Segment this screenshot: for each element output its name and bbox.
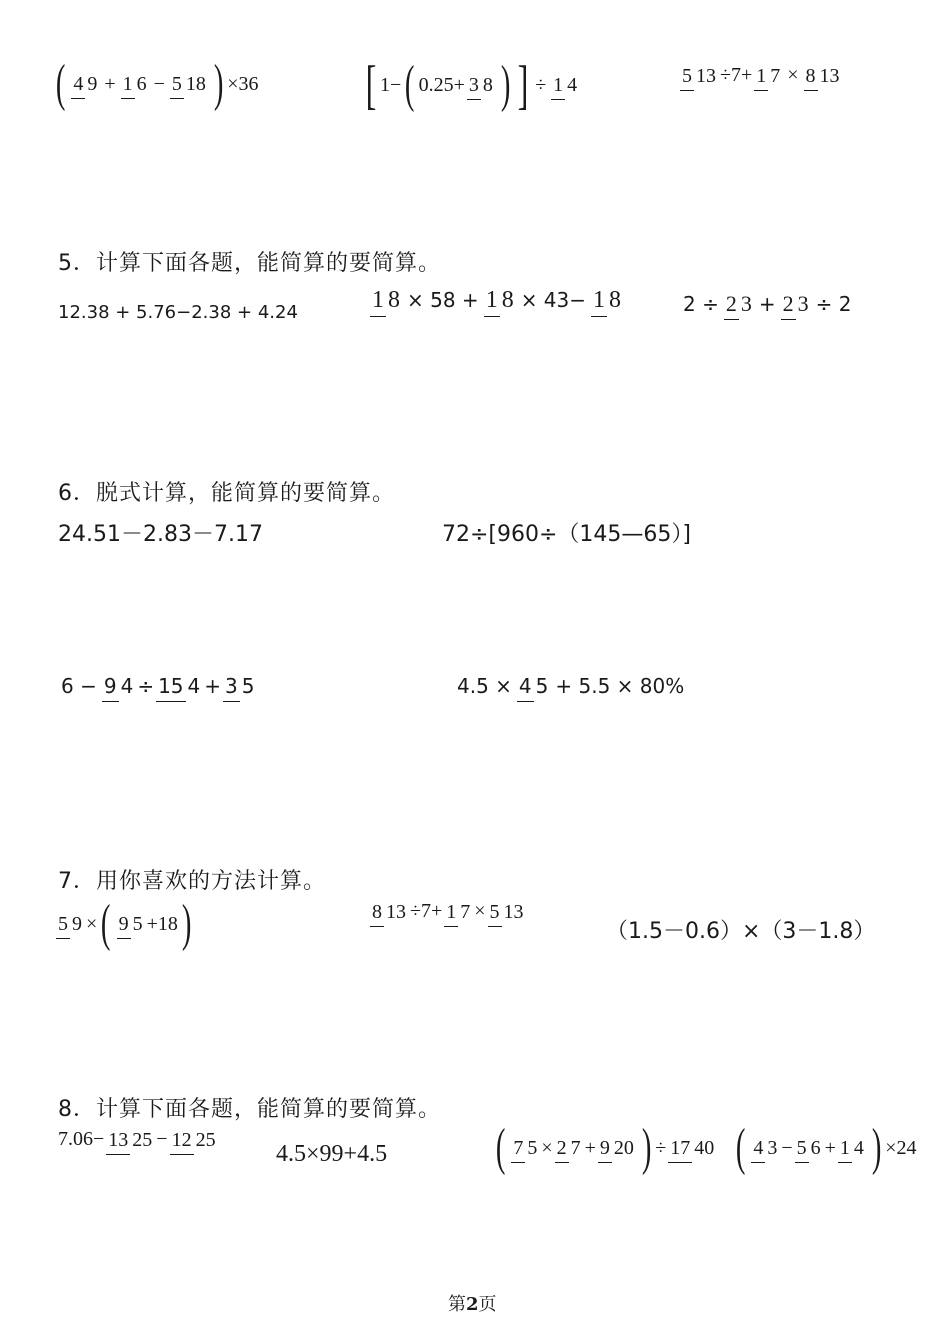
- expression-5-1: 12.38 + 5.76−2.38 + 4.24: [58, 302, 298, 323]
- expression-6-4: 4.5 × 4 5 + 5.5 × 80%: [454, 674, 687, 698]
- fraction: 4 5: [517, 676, 550, 696]
- fraction: 8 13: [804, 66, 842, 86]
- expression-7-1: 5 9 × ( 9 5 +18 ): [58, 895, 192, 952]
- fraction: 5 6: [795, 1138, 823, 1158]
- fraction: 1 8: [370, 288, 402, 312]
- fraction: 1 8: [591, 288, 623, 312]
- question-6-title: 6．脱式计算，能简算的要简算。: [58, 481, 395, 506]
- fraction: 9 4: [102, 676, 135, 696]
- expr-text: 1−: [379, 73, 402, 96]
- page-prefix: 第: [448, 1294, 466, 1315]
- expression-r1-3: 5 13 ÷7+ 1 7 × 8 13: [678, 64, 844, 87]
- left-paren: (: [495, 1119, 506, 1176]
- question-5-title: 5．计算下面各题，能简算的要简算。: [58, 251, 441, 276]
- left-paren: (: [101, 895, 111, 952]
- fraction: 1 7: [754, 66, 782, 86]
- expression-5-2: 1 8 × 58 + 1 8 × 43− 1 8: [368, 288, 625, 312]
- fraction: 12 25: [170, 1130, 218, 1150]
- right-paren: ): [871, 1119, 882, 1176]
- fraction: 5 9: [56, 914, 84, 934]
- expr-text: ÷7+: [720, 64, 753, 86]
- fraction: 9 20: [598, 1138, 636, 1158]
- expression-r1-1: ( 4 9 + 1 6 − 5 18 ) ×36: [55, 55, 259, 112]
- page-number-value: 2: [466, 1294, 479, 1315]
- right-paren: ): [500, 56, 511, 113]
- fraction: 1 4: [551, 75, 579, 95]
- right-paren: ): [213, 55, 224, 112]
- fraction: 5 18: [170, 74, 208, 94]
- fraction: 9 5: [117, 914, 145, 934]
- expression-7-2: 8 13 ÷7+ 1 7 × 5 13: [368, 900, 528, 923]
- expr-tail: ×36: [227, 72, 259, 95]
- fraction: 1 4: [838, 1138, 866, 1158]
- left-bracket: [: [365, 55, 377, 115]
- expression-7-3: （1.5－0.6）×（3－1.8）: [606, 919, 876, 944]
- fraction: 1 6: [121, 74, 149, 94]
- expression-6-2: 72÷[960÷（145—65）]: [442, 522, 692, 547]
- fraction: 2 3: [781, 293, 811, 315]
- expression-8-1: 7.06− 13 25 − 12 25: [58, 1128, 220, 1151]
- fraction: 3 5: [223, 676, 256, 696]
- page-number: [448, 1290, 497, 1316]
- left-paren: (: [735, 1119, 746, 1176]
- expression-8-3: ( 7 5 × 2 7 + 9 20 ) ÷ 17 40: [495, 1119, 715, 1176]
- right-bracket: ]: [517, 55, 529, 115]
- fraction: 3 8: [467, 75, 495, 95]
- fraction: 7 5: [511, 1138, 539, 1158]
- question-7-title: 7．用你喜欢的方法计算。: [58, 869, 326, 894]
- fraction: 13 25: [106, 1130, 154, 1150]
- fraction: 1 7: [444, 902, 472, 922]
- expression-8-4: ( 4 3 − 5 6 + 1 4 ) ×24: [735, 1119, 917, 1176]
- fraction: 5 13: [680, 66, 718, 86]
- expr-text: 0.25+: [418, 73, 465, 96]
- fraction: 1 8: [484, 288, 516, 312]
- fraction: 5 13: [488, 902, 526, 922]
- right-paren: ): [641, 1119, 652, 1176]
- expression-5-3: 2 ÷ 2 3 + 2 3 ÷ 2: [680, 292, 854, 316]
- fraction: 4 3: [751, 1138, 779, 1158]
- fraction: 8 13: [370, 902, 408, 922]
- fraction: 2 7: [555, 1138, 583, 1158]
- left-paren: (: [405, 56, 415, 113]
- expression-6-3: 6 − 9 4 ÷ 15 4 + 3 5: [58, 674, 259, 698]
- question-8-title: 8．计算下面各题，能简算的要简算。: [58, 1097, 441, 1122]
- fraction: 4 9: [71, 74, 99, 94]
- fraction: 2 3: [724, 293, 754, 315]
- right-paren: ): [181, 895, 192, 952]
- page-suffix: 页: [478, 1294, 497, 1315]
- fraction: 15 4: [156, 676, 202, 696]
- expression-r1-2: [ 1− ( 0.25+ 3 8 ) ] ÷ 1 4: [365, 55, 578, 115]
- left-paren: (: [55, 55, 66, 112]
- expression-8-2: 4.5×99+4.5: [276, 1141, 388, 1167]
- fraction: 17 40: [668, 1138, 716, 1158]
- expression-6-1: 24.51－2.83－7.17: [58, 522, 263, 547]
